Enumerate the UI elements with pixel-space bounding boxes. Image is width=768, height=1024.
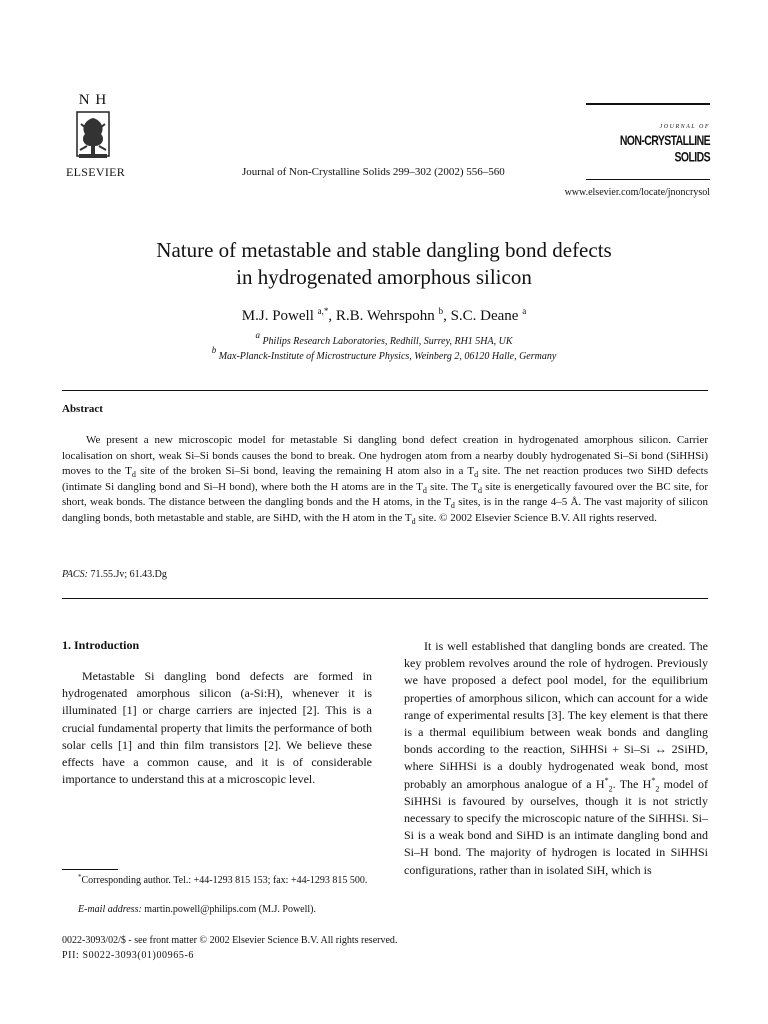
affiliation bbox=[60, 345, 708, 362]
pacs-label: PACS: bbox=[62, 569, 88, 580]
copyright-line: 0022-3093/02/$ - see front matter © 2002 Elsevier Science B.V. All rights reserved. bbox=[62, 935, 398, 946]
abstract-heading: Abstract bbox=[62, 403, 103, 415]
journal-citation: Journal of Non-Crystalline Solids 299–302 (2002) 556–560 bbox=[242, 166, 505, 178]
footnote-corresponding: *Corresponding author. Tel.: +44-1293 815 153; fax: +44-1293 815 500. bbox=[78, 873, 368, 886]
section-heading: 1. Introduction bbox=[62, 638, 140, 652]
affiliation-text: Philips Research Laboratories, Redhill, Surrey, RH1 5HA, UK bbox=[262, 336, 513, 347]
author-name: S.C. Deane bbox=[450, 308, 519, 324]
publisher-name: ELSEVIER bbox=[66, 165, 126, 179]
journal-logo-small: JOURNAL OF bbox=[659, 124, 710, 130]
author-mark: a bbox=[522, 306, 527, 316]
logo-text: N H bbox=[78, 92, 108, 108]
affiliation-text: Max-Planck-Institute of Microstructure Physics, Weinberg 2, 06120 Halle, Germany bbox=[218, 351, 557, 362]
email-link[interactable]: martin.powell@philips.com (M.J. Powell). bbox=[144, 904, 316, 915]
journal-logo-rule bbox=[586, 103, 710, 105]
author-mark: b bbox=[438, 306, 444, 316]
abstract-text: We present a new microscopic model for metastable Si dangling bond defect creation in hydrogenated amorphous silicon. Carrier localisation on short, weak Si–Si bonds causes the bond to break. One hydrogen atom from a nearby doubly hydrogenated Si–Si bond (SiHHSi) moves to the $T_d$ site of the broken Si–Si bond, leaving the remaining H atom also in a $T_d$ site. The net reaction produces two SiHD defects (intimate Si dangling bond and Si–H bond), where both the H atoms are in the $T_d$ site. The $T_d$ site is energetically favoured over the BC site, for short, weak bonds. The distance between the dangling bonds and the H atoms, in the $T_d$ sites, is in the range 4–5 Å. The vast majority of silicon dangling bonds, both metastable and stable, are SiHD, with the H atom in the $T_d$ site. © 2002 Elsevier Science B.V. All rights reserved. bbox=[62, 434, 708, 526]
publisher-logo bbox=[66, 92, 126, 180]
body-paragraph: It is well established that dangling bonds are created. The key problem revolves around the role of hydrogen. Previously we have proposed a defect pool model, for the equilibrium properties of amorphous silicon, which can account for a wide range of experimental results [3]. The key element is that there is a thermal equilibium between weak bonds and dangling bonds according to the reaction, SiHHSi + Si–Si ↔ 2SiHD, where SiHHSi is a doubly hydrogenated weak bond, most probably an amorphous analogue of a $H^*_2$. The $H^*_2$ model of SiHHSi is favoured by ourselves, though it is not strictly necessary to specify the microscopic nature of the SiHHSi. Si–Si is a weak bond and SiHD is an intimate dangling bond and Si–H bond. The majority of hydrogen is located in SiHHSi configurations, rather than in isolated SiH, which is bbox=[404, 639, 708, 877]
author-mark: a,* bbox=[317, 306, 329, 316]
author-name: R.B. Wehrspohn bbox=[335, 308, 435, 324]
footnote-email: E-mail address: martin.powell@philips.com (M.J. Powell). bbox=[78, 904, 316, 915]
author-name: M.J. Powell bbox=[241, 308, 314, 324]
divider bbox=[62, 390, 708, 391]
body-paragraph: Metastable Si dangling bond defects are formed in hydrogenated amorphous silicon (a-Si:H), whenever it is illuminated [1] or charge carriers are injected [2]. This is a crucial fundamental property that limits the performance of both solar cells [1] and thin film transistors [2]. We believe these effects have a common cause, and it is of considerable importance to understand this at a microscopic level. bbox=[62, 669, 372, 787]
author-list: M.J. Powell $^{a,*}$, R.B. Wehrspohn $^b$, S.C. Deane $^a$ bbox=[241, 306, 527, 324]
article-title bbox=[60, 237, 708, 291]
elsevier-tree-icon bbox=[73, 110, 113, 162]
pacs-value: 71.55.Jv; 61.43.Dg bbox=[90, 569, 167, 580]
title-line: in hydrogenated amorphous silicon bbox=[236, 265, 532, 289]
divider bbox=[62, 598, 708, 599]
pacs-codes bbox=[62, 569, 167, 580]
title-line: Nature of metastable and stable dangling bond defects bbox=[156, 238, 612, 262]
affiliation-mark: b bbox=[211, 345, 217, 355]
affiliation bbox=[60, 330, 708, 347]
journal-logo-title: NON-CRYSTALLINE SOLIDS bbox=[619, 133, 710, 166]
journal-url[interactable]: www.elsevier.com/locate/jnoncrysol bbox=[564, 187, 710, 198]
affiliation-mark: a bbox=[255, 330, 260, 340]
footnote-rule bbox=[62, 869, 118, 870]
journal-logo-rule bbox=[586, 179, 710, 180]
pii-line: PII: S0022-3093(01)00965-6 bbox=[62, 950, 194, 961]
